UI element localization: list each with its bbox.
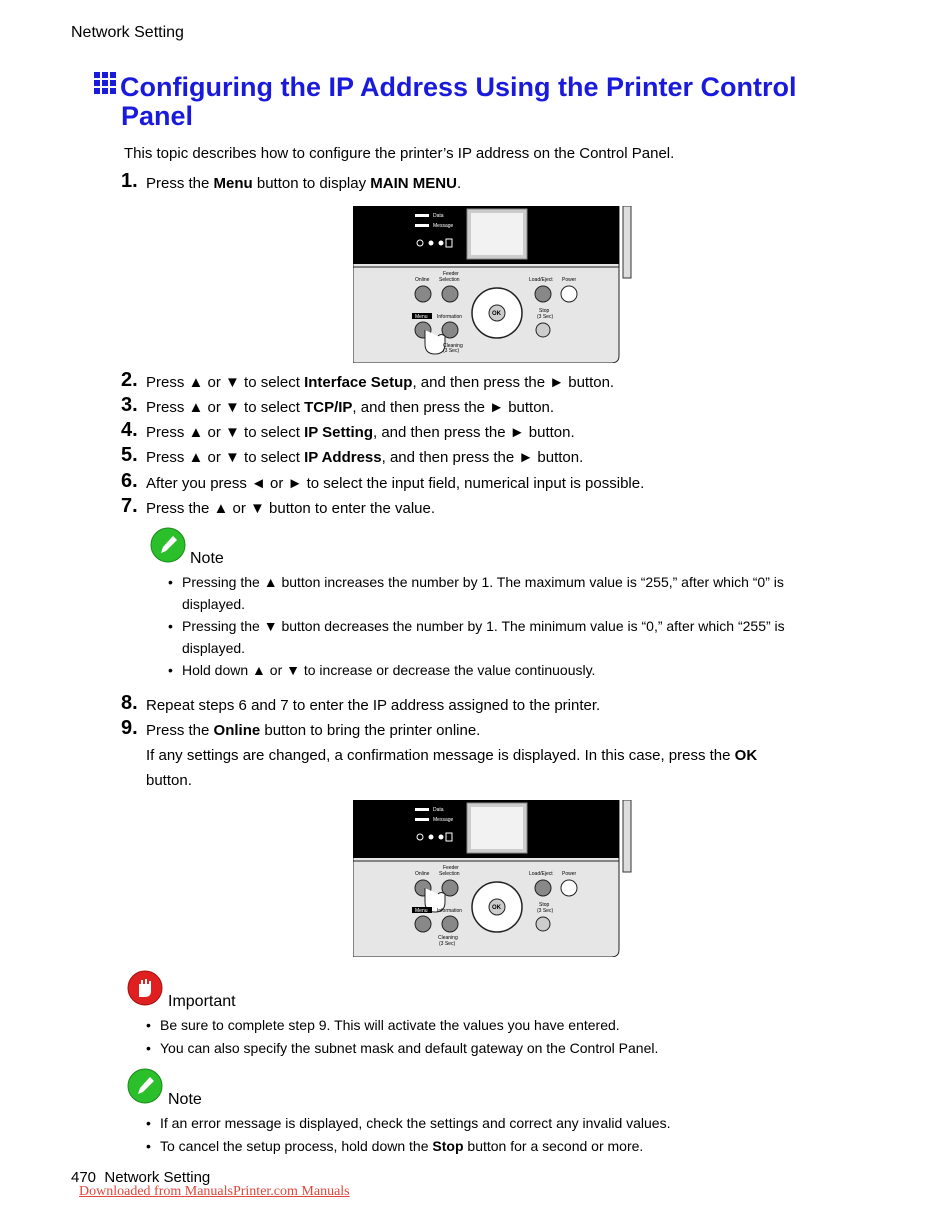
svg-text:Information: Information bbox=[437, 314, 463, 320]
svg-text:Data: Data bbox=[433, 213, 444, 219]
svg-text:Online: Online bbox=[415, 277, 430, 283]
svg-text:Data: Data bbox=[433, 807, 444, 813]
svg-text:Message: Message bbox=[433, 223, 454, 229]
control-panel-illustration-online bbox=[353, 800, 633, 957]
svg-text:Information: Information bbox=[437, 908, 463, 914]
svg-text:(3 Sec): (3 Sec) bbox=[443, 348, 460, 354]
step-9: 9. Press the Online button to bring the printer online. If any settings are changed, a confirmation message is displayed. In this case, press the OK button. bbox=[121, 717, 758, 789]
title-line-2: Panel bbox=[121, 101, 194, 131]
svg-text:Feeder: Feeder bbox=[443, 271, 459, 277]
page-number: 470 bbox=[71, 1169, 97, 1186]
svg-text:Stop: Stop bbox=[539, 902, 550, 908]
title-line-1: Configuring the IP Address Using the Printer Control bbox=[120, 72, 797, 102]
note-title: Note bbox=[190, 550, 224, 567]
footer-section: Network Setting bbox=[104, 1169, 211, 1186]
svg-text:Stop: Stop bbox=[539, 308, 550, 314]
note-pencil-icon bbox=[127, 1068, 163, 1104]
svg-text:Menu: Menu bbox=[415, 908, 428, 914]
svg-text:Load/Eject: Load/Eject bbox=[529, 871, 553, 877]
svg-text:(3 Sec): (3 Sec) bbox=[439, 941, 456, 947]
grid-icon bbox=[94, 72, 116, 94]
svg-text:Power: Power bbox=[562, 871, 577, 877]
svg-text:Cleaning: Cleaning bbox=[438, 935, 458, 941]
page-title bbox=[94, 72, 874, 131]
svg-text:Load/Eject: Load/Eject bbox=[529, 277, 553, 283]
important-title: Important bbox=[168, 993, 236, 1010]
svg-text:Selection: Selection bbox=[439, 277, 460, 283]
svg-text:(3 Sec): (3 Sec) bbox=[537, 314, 554, 320]
svg-text:Cleaning: Cleaning bbox=[443, 343, 463, 349]
svg-text:Message: Message bbox=[433, 817, 454, 823]
download-link[interactable]: Downloaded from ManualsPrinter.com Manuals bbox=[79, 1184, 350, 1199]
step-number: 1. bbox=[121, 170, 138, 192]
note-pencil-icon bbox=[150, 527, 186, 563]
note-title: Note bbox=[168, 1091, 202, 1108]
svg-text:Menu: Menu bbox=[415, 314, 428, 320]
svg-text:(3 Sec): (3 Sec) bbox=[537, 908, 554, 914]
svg-text:Selection: Selection bbox=[439, 871, 460, 877]
intro-text: This topic describes how to configure the printer’s IP address on the Control Panel. bbox=[124, 145, 675, 162]
svg-text:OK: OK bbox=[492, 905, 501, 911]
svg-text:Power: Power bbox=[562, 277, 577, 283]
control-panel-illustration-menu bbox=[353, 206, 633, 363]
important-hand-icon bbox=[127, 970, 163, 1006]
running-header: Network Setting bbox=[71, 24, 184, 41]
svg-text:OK: OK bbox=[492, 311, 501, 317]
svg-text:Feeder: Feeder bbox=[443, 865, 459, 871]
svg-text:Online: Online bbox=[415, 871, 430, 877]
